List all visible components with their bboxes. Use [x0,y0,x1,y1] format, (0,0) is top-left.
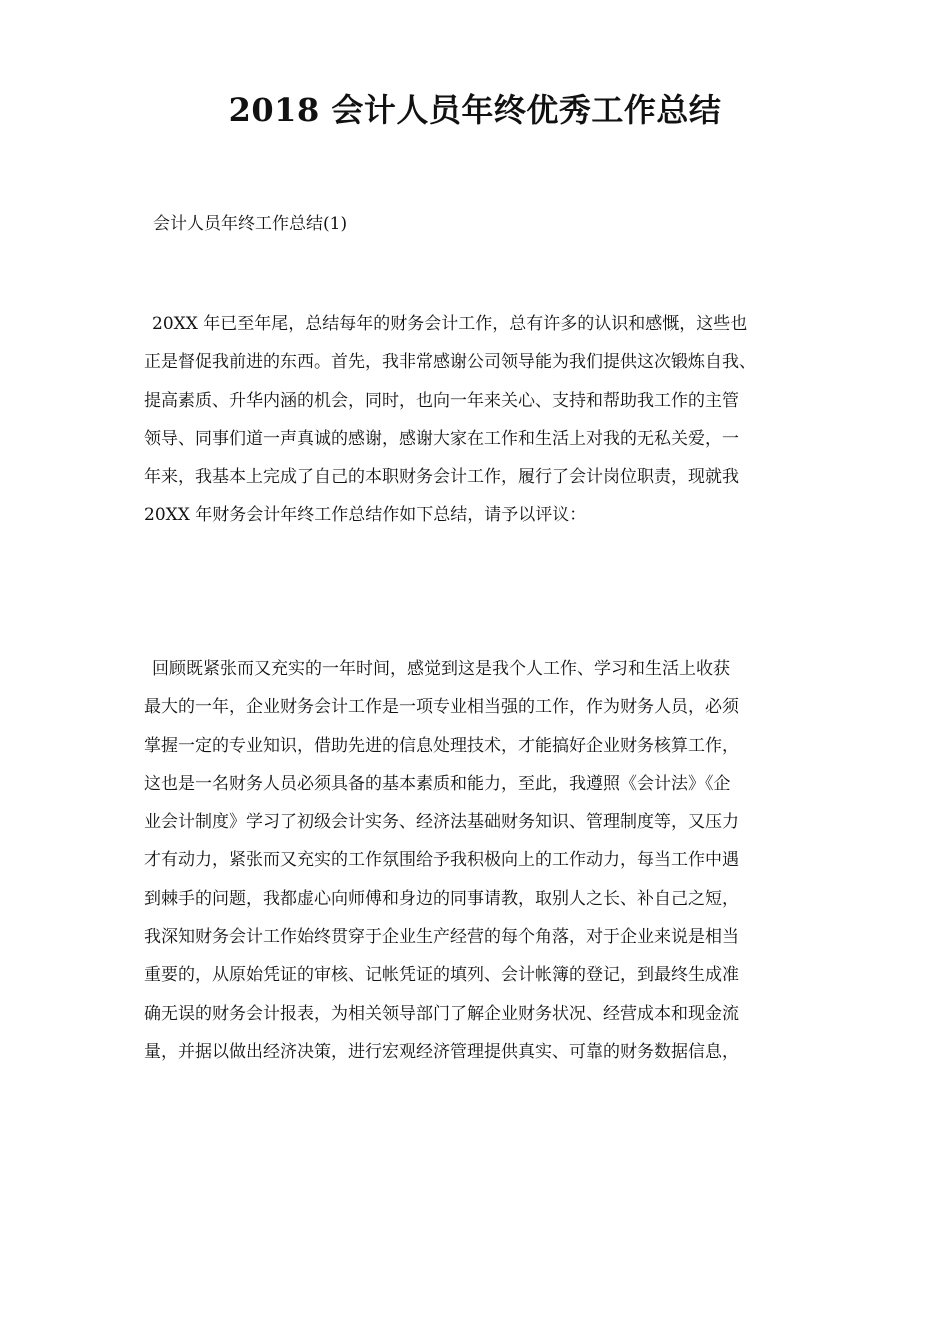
paragraph-1 [144,305,814,535]
paragraph-line: 才有动力，紧张而又充实的工作氛围给予我积极向上的工作动力，每当工作中遇 [144,850,739,871]
paragraph-line: 年来，我基本上完成了自己的本职财务会计工作，履行了会计岗位职责，现就我 [144,467,739,488]
document-title: 2018 会计人员年终优秀工作总结 [228,91,722,129]
paragraph-line: 重要的，从原始凭证的审核、记帐凭证的填列、会计帐簿的登记，到最终生成准 [144,965,739,986]
paragraph-line: 回顾既紧张而又充实的一年时间，感觉到这是我个人工作、学习和生活上收获 [152,659,730,679]
paragraph-line: 最大的一年，企业财务会计工作是一项专业相当强的工作，作为财务人员，必须 [144,697,739,718]
paragraph-line: 这也是一名财务人员必须具备的基本素质和能力，至此，我遵照《会计法》《企 [144,773,731,794]
paragraph-line: 正是督促我前进的东西。首先，我非常感谢公司领导能为我们提供这次锻炼自我、 [144,352,756,373]
paragraph-line: 到棘手的问题，我都虚心向师傅和身边的同事请教，取别人之长、补自己之短， [144,888,739,909]
paragraph-line: 提高素质、升华内涵的机会，同时，也向一年来关心、支持和帮助我工作的主管 [144,390,739,411]
section-subtitle: 会计人员年终工作总结(1) [153,214,348,234]
paragraph-line: 确无误的财务会计报表，为相关领导部门了解企业财务状况、经营成本和现金流 [144,1003,739,1024]
paragraph-line: 掌握一定的专业知识，借助先进的信息处理技术，才能搞好企业财务核算工作， [144,735,739,756]
paragraph-line: 我深知财务会计工作始终贯穿于企业生产经营的每个角落，对于企业来说是相当 [144,927,739,948]
paragraph-2 [144,650,814,1071]
paragraph-line: 20XX 年财务会计年终工作总结作如下总结，请予以评议： [144,505,587,526]
paragraph-line: 领导、同事们道一声真诚的感谢，感谢大家在工作和生活上对我的无私关爱，一 [144,428,739,449]
paragraph-line: 业会计制度》学习了初级会计实务、经济法基础财务知识、管理制度等，又压力 [144,812,739,833]
paragraph-line: 20XX 年已至年尾，总结每年的财务会计工作，总有许多的认识和感慨，这些也 [152,314,748,334]
paragraph-line: 量，并据以做出经济决策，进行宏观经济管理提供真实、可靠的财务数据信息， [144,1041,739,1062]
